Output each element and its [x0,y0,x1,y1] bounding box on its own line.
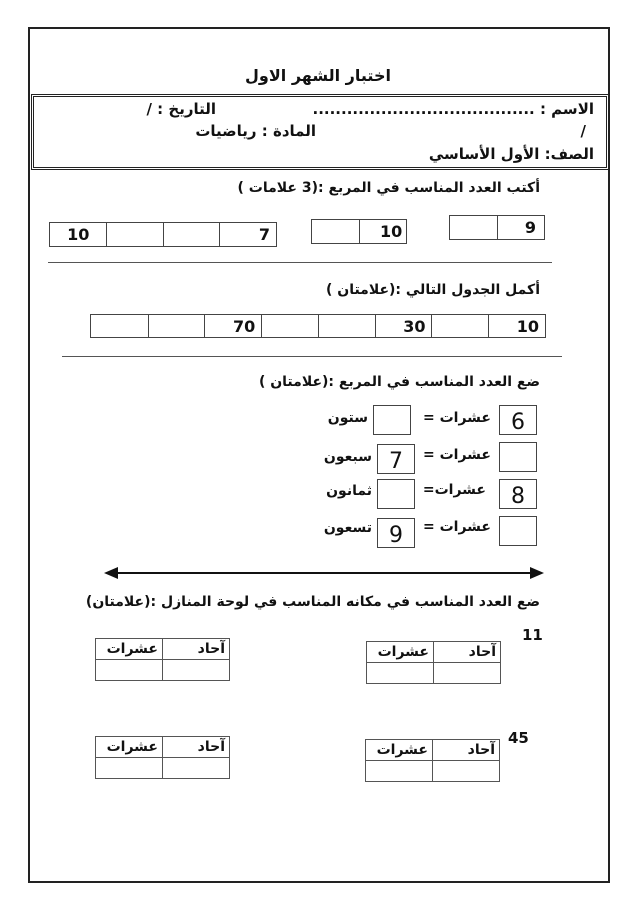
q4-heading: ضع العدد المناسب في مكانه المناسب في لوحة المنازل :(علامتان) [85,594,540,610]
q2-cell[interactable] [91,315,148,337]
q1-box-c [49,222,277,247]
q2-cell: 70 [204,315,261,337]
place-value-table [95,736,230,779]
q3-tens-box[interactable]: 8 [499,479,537,509]
ones-cell[interactable] [163,660,230,681]
q2-cell[interactable] [261,315,318,337]
subject-field: المادة : رياضيات [195,122,316,140]
q1-box-c-cell: 7 [219,223,276,246]
tens-header: عشرات [96,737,163,758]
q3-tens-box[interactable] [499,516,537,546]
q4-number: 11 [522,626,543,644]
ones-cell[interactable] [433,761,500,782]
tens-cell[interactable] [367,663,434,684]
date-slash: / [580,122,586,140]
q3-answer-box[interactable] [377,479,415,509]
q1-box-a-cell[interactable] [450,216,497,239]
ones-header: آحاد [163,639,230,660]
q3-heading: ضع العدد المناسب في المربع :(علامتان ) [258,374,540,390]
ones-header: آحاد [434,642,501,663]
q3-number-word: ثمانون [326,483,372,499]
q3-tens-label: عشرات = [423,447,491,463]
double-arrow-divider [110,572,538,574]
q1-box-c-cell: 10 [67,225,90,244]
q1-box-a [449,215,545,240]
q2-cell[interactable] [318,315,375,337]
q3-answer-box[interactable]: 9 [377,518,415,548]
ones-cell[interactable] [434,663,501,684]
grade-field: الصف: الأول الأساسي [428,145,594,163]
q3-tens-box[interactable]: 6 [499,405,537,435]
q2-number-table [90,314,546,338]
arrow-left-icon [104,566,118,580]
q3-answer-box[interactable]: 7 [377,444,415,474]
arrow-right-icon [530,566,544,580]
q1-box-b [311,219,407,244]
q3-tens-label: عشرات= [422,482,486,498]
student-info-box [31,94,609,170]
divider [62,356,562,357]
tens-header: عشرات [96,639,163,660]
q3-tens-box[interactable] [499,442,537,472]
page-title: اختبار الشهر الاول [245,66,391,85]
q2-cell[interactable] [431,315,488,337]
q3-tens-label: عشرات = [423,410,491,426]
q1-box-a-cell: 9 [497,216,544,239]
tens-cell[interactable] [96,758,163,779]
date-field: التاريخ : / [146,100,216,118]
q1-heading: أكتب العدد المناسب في المربع :(3 علامات ) [237,180,540,196]
q1-box-c-cell[interactable] [163,223,219,246]
tens-cell[interactable] [96,660,163,681]
q3-number-word: ستون [327,410,368,426]
place-value-table [366,641,501,684]
place-value-table [95,638,230,681]
place-value-table [365,739,500,782]
q2-heading: أكمل الجدول التالي :(علامتان ) [325,282,540,298]
q1-box-b-cell: 10 [359,220,406,243]
divider [48,262,552,263]
q4-number: 45 [508,729,529,747]
q2-cell[interactable] [148,315,205,337]
q3-number-word: سبعون [323,449,372,465]
q3-number-word: تسعون [323,520,372,536]
q1-box-c-cell[interactable] [106,223,162,246]
q1-box-b-cell[interactable] [312,220,359,243]
ones-header: آحاد [433,740,500,761]
tens-cell[interactable] [366,761,433,782]
q2-cell: 10 [488,315,545,337]
name-field: الاسم : ....................................... [312,100,594,118]
q3-tens-label: عشرات = [423,519,491,535]
tens-header: عشرات [367,642,434,663]
tens-header: عشرات [366,740,433,761]
ones-cell[interactable] [163,758,230,779]
ones-header: آحاد [163,737,230,758]
q2-cell: 30 [375,315,432,337]
q3-answer-box[interactable] [373,405,411,435]
